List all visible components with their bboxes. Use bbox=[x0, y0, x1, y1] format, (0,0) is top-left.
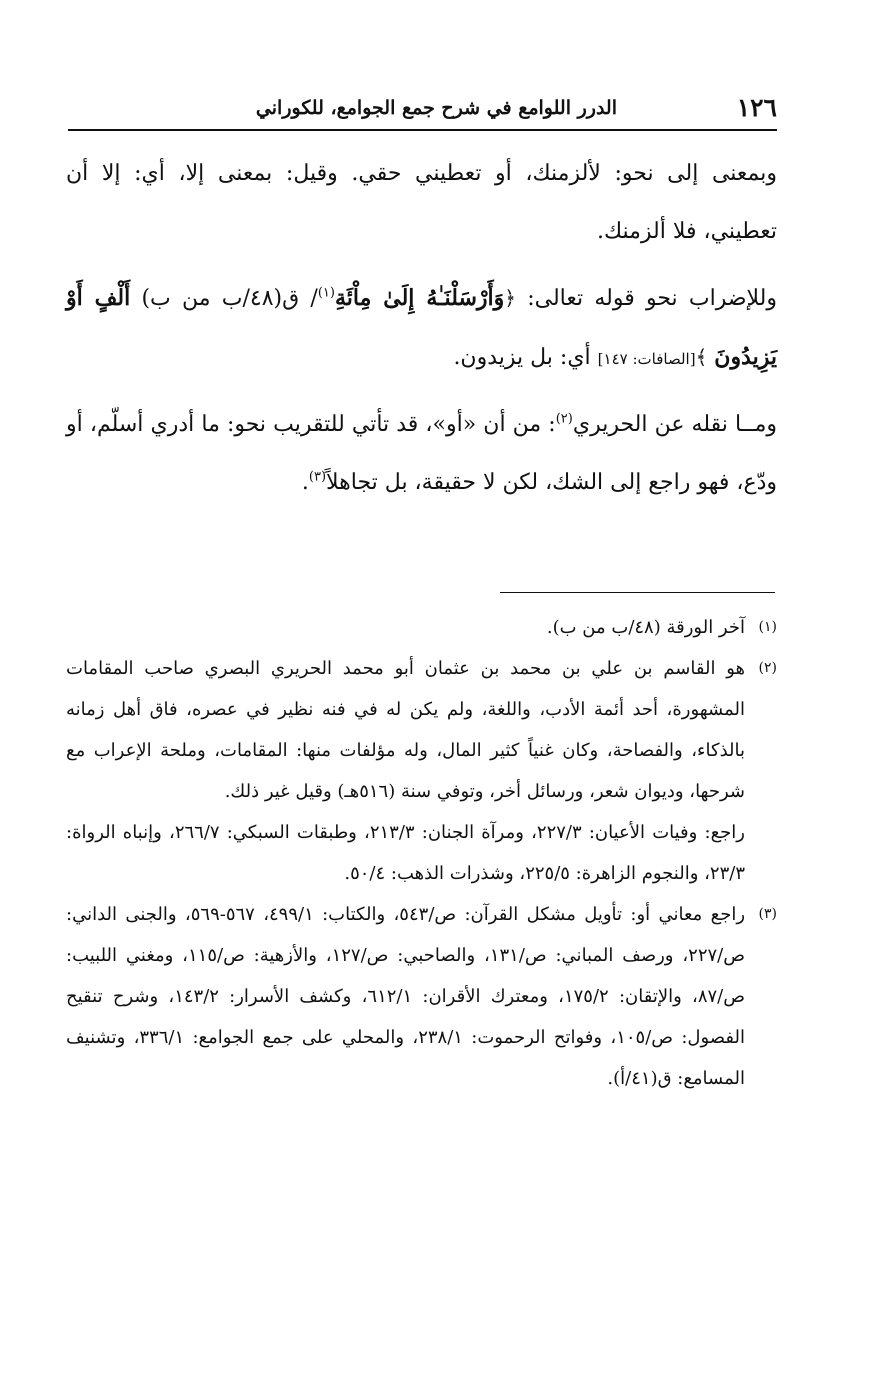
quran-verse-part-1: وَأَرْسَلْنَـٰهُ إِلَىٰ مِاْئَةِ bbox=[334, 285, 505, 311]
quran-verse-part-2: أَلْفٍ أَوْ يَزِيدُونَ bbox=[66, 285, 777, 370]
paragraph-3-end: . bbox=[301, 470, 309, 495]
paragraph-2-rest: أي: بل يزيدون. bbox=[453, 345, 591, 370]
footnote-number: (١) bbox=[758, 619, 777, 635]
folio-marker: / ق(٤٨/ب من ب) bbox=[141, 286, 318, 311]
paragraph-3 bbox=[66, 396, 777, 512]
running-title: الدرر اللوامع في شرح جمع الجوامع، للكوراني bbox=[255, 97, 617, 119]
footnote-text: آخر الورقة (٤٨/ب من ب). bbox=[546, 617, 745, 638]
footnote-2-sources bbox=[66, 812, 777, 894]
footnote-text: راجع: وفيات الأعيان: ٢٢٧/٣، ومرآة الجنان: ٢١٣/٣، وطبقات السبكي: ٢٦٦/٧، وإنباه الرواة: ٢٣/٣، والنجوم الزاهرة: ٢٢٥/٥، وشذرات الذهب: ٥٠/٤. bbox=[66, 822, 745, 884]
footnote-ref-2: (٢) bbox=[555, 411, 573, 427]
footnote-number: (٢) bbox=[758, 660, 777, 676]
footnote-ref-3: (٣) bbox=[308, 469, 327, 485]
footnote-separator bbox=[500, 592, 775, 593]
footnote-2 bbox=[66, 648, 777, 812]
paragraph-3-start: ومــا نقله عن الحريري bbox=[572, 412, 777, 437]
footnotes bbox=[66, 607, 777, 1099]
page-header bbox=[68, 90, 777, 126]
footnote-ref-1: (١) bbox=[317, 285, 335, 301]
footnote-text: راجع معاني أو: تأويل مشكل القرآن: ص/٥٤٣، والكتاب: ٤٩٩/١، ٥٦٧-٥٦٩، والجنى الداني: ص/٢٢٧، ورصف المباني: ص/١٣١، والصاحبي: ص/١٢٧، والأزهية: ص/١١٥، ومغني اللبيب: ص/٨٧، والإتقان: ١٧٥/٢، ومعترك الأقران: ٦١٢/١، وكشف الأسرار: ١٤٣/٢، وشرح تنقيح الفصول: ص/١٠٥، وفواتح الرحموت: ٢٣٨/١، والمحلي على جمع الجوامع: ٣٣٦/١، وتشنيف المسامع: ق(٤١/أ). bbox=[66, 904, 746, 1089]
footnote-text: هو القاسم بن علي بن محمد بن عثمان أبو محمد الحريري البصري صاحب المقامات المشهورة، أحد أئمة الأدب، واللغة، ولم يكن له في فنه نظير في عصره، فاق أهل زمانه بالذكاء، والفصاحة، وكان غنياً كثير المال، وله مؤلفات منها: المقامات، وملحة الإعراب مع شرحها، وديوان شعر، ورسائل أخر، وتوفي سنة (٥١٦هـ) وقيل غير ذلك. bbox=[66, 658, 745, 802]
paragraph-3-middle: : من أن «أو»، قد تأتي للتقريب نحو: ما أدري أسلّم، أو ودّع، فهو راجع إلى الشك، لكن لا حقيقة، بل تجاهلاً bbox=[66, 412, 777, 495]
quran-bracket-close: ﴾ bbox=[695, 345, 708, 369]
page-number: ١٢٦ bbox=[736, 93, 777, 122]
footnote-1 bbox=[66, 607, 777, 648]
paragraph-1: وبمعنى إلى نحو: لألزمنك، أو تعطيني حقي. وقيل: بمعنى إلا، أي: إلا أن تعطيني، فلا ألزمنك. bbox=[66, 161, 777, 244]
verse-reference: [الصافات: ١٤٧] bbox=[597, 350, 696, 368]
paragraph-2 bbox=[66, 269, 777, 388]
footnote-3 bbox=[66, 894, 777, 1099]
footnote-number: (٣) bbox=[758, 906, 777, 922]
quran-bracket-open: ﴿ bbox=[504, 286, 516, 310]
header-rule bbox=[68, 129, 777, 131]
paragraph-2-intro: وللإضراب نحو قوله تعالى: bbox=[527, 286, 777, 311]
main-text bbox=[66, 145, 777, 512]
